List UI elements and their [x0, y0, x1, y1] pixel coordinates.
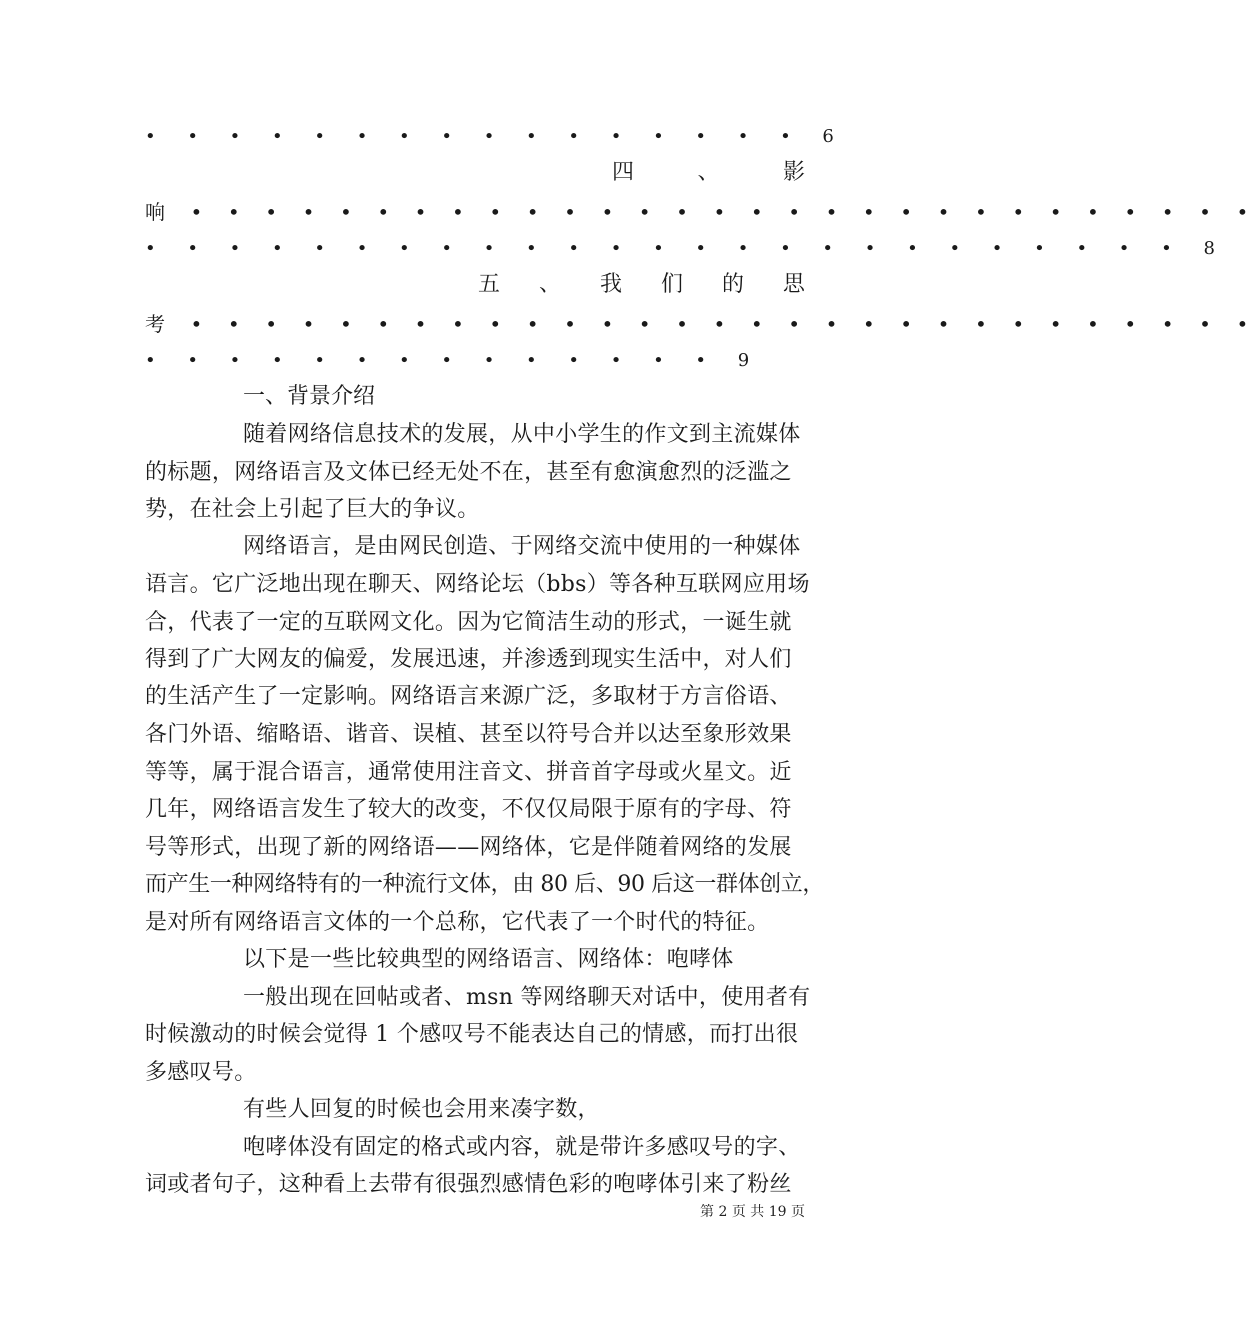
toc-item-4-char: 影: [782, 160, 805, 185]
body-line: 一般出现在回帖或者、msn 等网络聊天对话中，使用者有: [243, 985, 811, 1010]
body-line: 随着网络信息技术的发展，从中小学生的作文到主流媒体: [243, 422, 801, 447]
body-line: 的标题，网络语言及文体已经无处不在，甚至有愈演愈烈的泛滥之: [145, 460, 792, 485]
body-line: 势，在社会上引起了巨大的争议。: [145, 497, 480, 522]
toc-item-5-char: 们: [660, 272, 683, 297]
body-line: 以下是一些比较典型的网络语言、网络体：咆哮体: [243, 947, 734, 972]
body-line: 的生活产生了一定影响。网络语言来源广泛，多取材于方言俗语、: [145, 684, 792, 709]
body-line: 语言。它广泛地出现在聊天、网络论坛（bbs）等各种互联网应用场: [145, 572, 810, 597]
toc-item-5-page: • • • • • • • • • • • • • • 9: [145, 350, 763, 371]
body-line: 合，代表了一定的互联网文化。因为它简洁生动的形式，一诞生就: [145, 610, 792, 635]
body-line: 各门外语、缩略语、谐音、误植、甚至以符号合并以达至象形效果: [145, 722, 792, 747]
body-line: 是对所有网络语言文体的一个总称，它代表了一个时代的特征。: [145, 910, 770, 935]
toc-item-5-char: 、: [538, 272, 561, 297]
toc-item-5-char: 的: [721, 272, 744, 297]
body-line: 得到了广大网友的偏爱，发展迅速，并渗透到现实生活中，对人们: [145, 647, 792, 672]
toc-item-4-page: • • • • • • • • • • • • • • • • • • • • • • • • • 8: [145, 238, 1228, 259]
body-line: 号等形式，出现了新的网络语——网络体，它是伴随着网络的发展: [145, 835, 792, 860]
body-line: 多感叹号。: [145, 1060, 257, 1085]
body-line: 而产生一种网络特有的一种流行文体，由 80 后、90 后这一群体创立，: [145, 872, 824, 897]
toc-item-4-leader: 响 • • • • • • • • • • • • • • • • • • • • • • • • • • • • •: [145, 200, 1258, 224]
body-line: 几年，网络语言发生了较大的改变，不仅仅局限于原有的字母、符: [145, 797, 792, 822]
toc-item-5-leader: 考 • • • • • • • • • • • • • • • • • • • • • • • • • • • • •: [145, 312, 1258, 336]
body-line: 咆哮体没有固定的格式或内容，就是带许多感叹号的字、: [243, 1135, 801, 1160]
body-line: 词或者句子，这种看上去带有很强烈感情色彩的咆哮体引来了粉丝: [145, 1172, 792, 1197]
page-number-footer: 第 2 页 共 19 页: [700, 1204, 805, 1220]
section-heading: 一、背景介绍: [243, 384, 376, 409]
toc-item-5-char: 五: [478, 272, 501, 297]
body-line: 有些人回复的时候也会用来凑字数，: [243, 1097, 600, 1122]
toc-item-5-char: 思: [782, 272, 805, 297]
body-line: 网络语言，是由网民创造、于网络交流中使用的一种媒体: [243, 534, 801, 559]
toc-item-5-char: 我: [599, 272, 622, 297]
toc-item-5-title: [478, 266, 805, 304]
body-line: 等等，属于混合语言，通常使用注音文、拼音首字母或火星文。近: [145, 760, 792, 785]
toc-item-4-char: 、: [697, 160, 720, 185]
toc-leader-line: • • • • • • • • • • • • • • • • 6: [145, 126, 847, 147]
toc-item-4-char: 四: [612, 160, 635, 185]
toc-item-4-title: [612, 154, 805, 192]
body-line: 时候激动的时候会觉得 1 个感叹号不能表达自己的情感，而打出很: [145, 1022, 799, 1047]
